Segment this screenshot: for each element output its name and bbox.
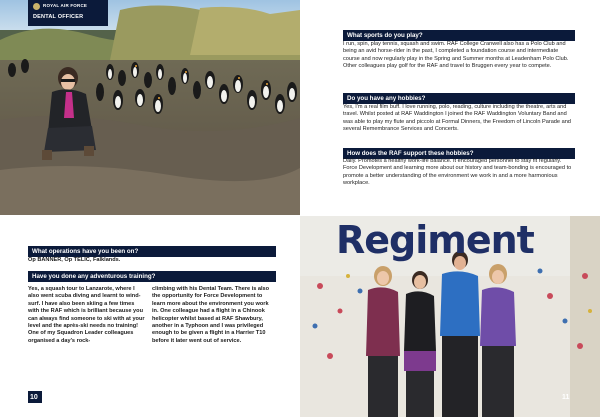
brand-header xyxy=(28,0,108,26)
penguin-colony-photo xyxy=(0,0,300,215)
hobbies-heading: Do you have any hobbies? xyxy=(343,93,575,104)
hobbies-answer: Yes, I'm a real film buff. I love running, polo, reading, culture including the theatre, arts and travel. Whilst posted at RAF Waddington I joined the RAF Waddington Voluntary Band and was able to play my flute and piccolo at Formal Dinners, the Freedom of Lincoln Parade and several Remembrance Services and Concerts. xyxy=(343,104,571,133)
penguin-photo-illustration xyxy=(0,0,300,215)
operations-heading: What operations have you been on? xyxy=(28,246,276,257)
climbing-wall-sign: Regiment xyxy=(336,218,534,262)
operations-answer: Op BANNER, Op TELIC, Falklands. xyxy=(28,257,121,263)
adventurous-answer-column-1: Yes, a squash tour to Lanzarote, where I also went scuba diving and learnt to wind-surf. I have also been skiing a few times with the RAF which is brilliant because you can always find someone to ski with at your level and the après-ski needs no training! One of my Squadron Leader colleagues organised a day's rock- xyxy=(28,286,145,344)
support-answer: Daily. Promotes a healthy work-life balance. It encouraged personnel to stay fit regularly. Force Development and learning more about our history and team-bonding is encouraged to promote a better understanding of the environment we work in and a more harmonious workplace. xyxy=(343,158,572,187)
adventurous-heading: Have you done any adventurous training? xyxy=(28,271,276,282)
sports-answer: I run, spin, play tennis, squash and swim. RAF College Cranwell also has a Polo Club and being an avid horse-rider in the past, I completed a foundation course and intermediate course and now regularly play in the Spring and Summer months at Leadenham Polo Club. Other colleagues play golf for the RAF and travel to Bruggen every year to compete. xyxy=(343,41,569,70)
page-number-left: 10 xyxy=(30,394,38,401)
climbing-wall-photo xyxy=(300,216,600,417)
logo-text: ROYAL AIR FORCE xyxy=(43,3,88,8)
sports-heading: What sports do you play? xyxy=(343,30,575,41)
raf-logo xyxy=(33,3,103,10)
adventurous-answer-column-2: climbing with his Dental Team. There is also the opportunity for Force Development to learn more about the environment you work in. One colleague had a flight in a Chinook helicopter whilst based at RAF Shawbury, another in a Typhoon and I was privileged enough to be given a flight in a Harrier T10 before it later went out of service. xyxy=(152,286,270,344)
page-number-right: 11 xyxy=(562,394,570,401)
crest-icon xyxy=(33,3,40,10)
support-heading: How does the RAF support these hobbies? xyxy=(343,148,575,159)
section-title: DENTAL OFFICER xyxy=(33,14,84,20)
